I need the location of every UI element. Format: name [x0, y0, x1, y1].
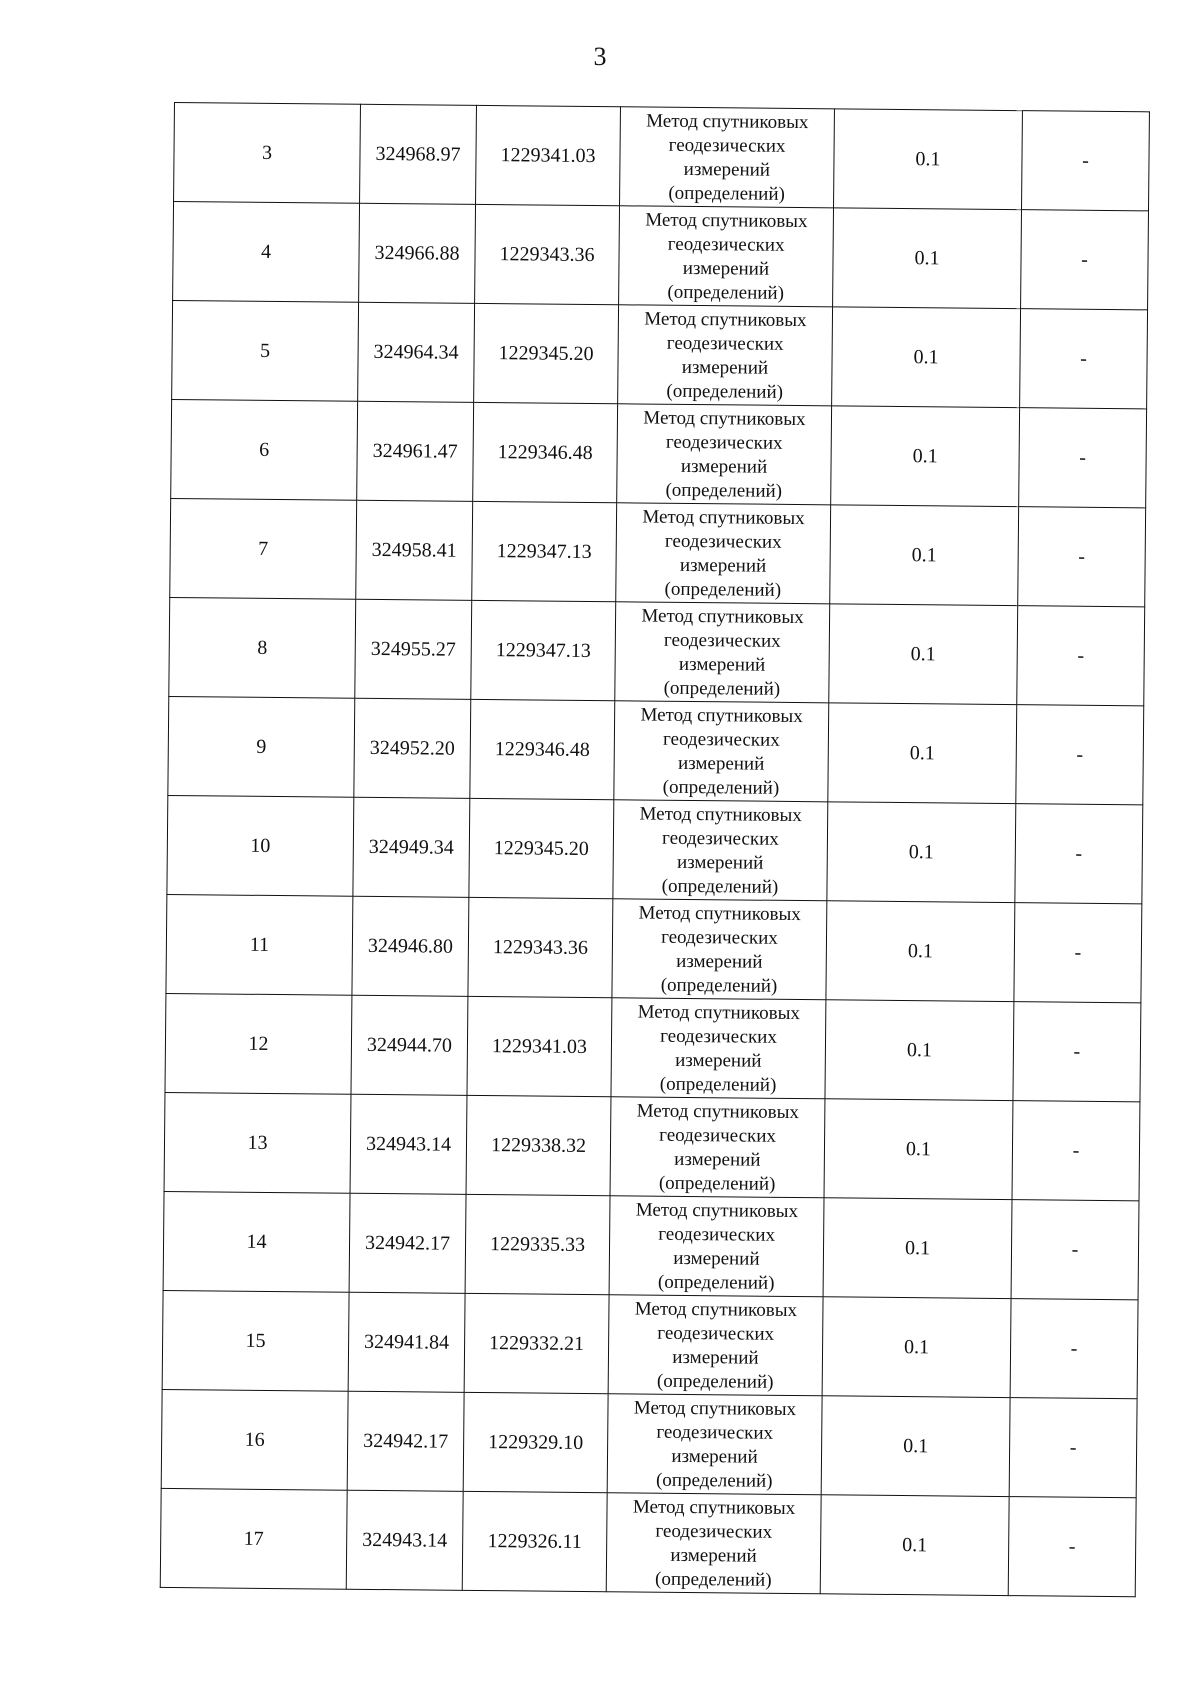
description-cell: - — [1019, 408, 1147, 508]
description-cell: - — [1015, 804, 1143, 904]
method-cell: Метод спутниковых геодезических измерений (определений) — [620, 107, 835, 208]
description-cell: - — [1008, 1497, 1136, 1597]
y-coordinate-cell: 1229345.20 — [469, 798, 614, 898]
accuracy-cell: 0.1 — [831, 406, 1020, 507]
point-number-cell: 12 — [165, 993, 352, 1094]
x-coordinate-cell: 324941.84 — [348, 1292, 465, 1392]
method-cell: Метод спутниковых геодезических измерений (определений) — [615, 602, 830, 703]
point-number-cell: 3 — [174, 103, 361, 204]
point-number-cell: 14 — [163, 1191, 350, 1292]
method-cell: Метод спутниковых геодезических измерений (определений) — [610, 1097, 825, 1198]
point-number-cell: 17 — [160, 1488, 347, 1589]
description-cell: - — [1021, 210, 1149, 310]
y-coordinate-cell: 1229347.13 — [472, 501, 617, 601]
y-coordinate-cell: 1229346.48 — [470, 699, 615, 799]
table-row — [169, 597, 1145, 705]
method-cell: Метод спутниковых геодезических измерений (определений) — [612, 899, 827, 1000]
x-coordinate-cell: 324955.27 — [355, 599, 472, 699]
x-coordinate-cell: 324961.47 — [357, 401, 474, 501]
point-number-cell: 4 — [173, 202, 360, 303]
method-cell: Метод спутниковых геодезических измерений (определений) — [613, 800, 828, 901]
method-cell: Метод спутниковых геодезических измерений (определений) — [609, 1196, 824, 1297]
y-coordinate-cell: 1229341.03 — [476, 105, 621, 205]
description-cell: - — [1018, 507, 1146, 607]
y-coordinate-cell: 1229343.36 — [475, 204, 620, 304]
accuracy-cell: 0.1 — [829, 604, 1018, 705]
accuracy-cell: 0.1 — [825, 1000, 1014, 1101]
table-row — [164, 1092, 1140, 1200]
description-cell: - — [1020, 309, 1148, 409]
accuracy-cell: 0.1 — [823, 1198, 1012, 1299]
description-cell: - — [1014, 903, 1142, 1003]
accuracy-cell: 0.1 — [821, 1396, 1010, 1497]
x-coordinate-cell: 324966.88 — [359, 203, 476, 303]
table-row — [162, 1290, 1138, 1398]
accuracy-cell: 0.1 — [822, 1297, 1011, 1398]
x-coordinate-cell: 324964.34 — [358, 302, 475, 402]
description-cell: - — [1011, 1200, 1139, 1300]
table-row — [165, 993, 1141, 1101]
description-cell: - — [1010, 1299, 1138, 1399]
point-number-cell: 10 — [167, 795, 354, 896]
point-number-cell: 8 — [169, 597, 356, 698]
accuracy-cell: 0.1 — [830, 505, 1019, 606]
x-coordinate-cell: 324952.20 — [354, 698, 471, 798]
description-cell: - — [1017, 606, 1145, 706]
method-cell: Метод спутниковых геодезических измерений (определений) — [619, 206, 834, 307]
y-coordinate-cell: 1229326.11 — [462, 1491, 607, 1591]
x-coordinate-cell: 324968.97 — [360, 104, 477, 204]
accuracy-cell: 0.1 — [824, 1099, 1013, 1200]
point-number-cell: 11 — [166, 894, 353, 995]
description-cell: - — [1013, 1002, 1141, 1102]
table-row — [160, 1488, 1136, 1596]
y-coordinate-cell: 1229347.13 — [471, 600, 616, 700]
point-number-cell: 6 — [171, 399, 358, 500]
table-row — [170, 498, 1146, 606]
method-cell: Метод спутниковых геодезических измерений (определений) — [611, 998, 826, 1099]
y-coordinate-cell: 1229332.21 — [464, 1293, 609, 1393]
x-coordinate-cell: 324949.34 — [353, 797, 470, 897]
page-number: 3 — [593, 42, 607, 71]
method-cell: Метод спутниковых геодезических измерений (определений) — [617, 404, 832, 505]
method-cell: Метод спутниковых геодезических измерений (определений) — [618, 305, 833, 406]
description-cell: - — [1022, 111, 1150, 211]
y-coordinate-cell: 1229335.33 — [465, 1194, 610, 1294]
point-number-cell: 15 — [162, 1290, 349, 1391]
accuracy-cell: 0.1 — [820, 1495, 1009, 1596]
y-coordinate-cell: 1229343.36 — [468, 897, 613, 997]
method-cell: Метод спутниковых геодезических измерений (определений) — [607, 1394, 822, 1495]
accuracy-cell: 0.1 — [826, 901, 1015, 1002]
x-coordinate-cell: 324946.80 — [352, 896, 469, 996]
point-number-cell: 16 — [161, 1389, 348, 1490]
point-number-cell: 13 — [164, 1092, 351, 1193]
accuracy-cell: 0.1 — [834, 109, 1023, 210]
accuracy-cell: 0.1 — [833, 208, 1022, 309]
table-row — [172, 300, 1148, 408]
method-cell: Метод спутниковых геодезических измерений (определений) — [606, 1493, 821, 1594]
x-coordinate-cell: 324942.17 — [349, 1193, 466, 1293]
method-cell: Метод спутниковых геодезических измерений (определений) — [616, 503, 831, 604]
y-coordinate-cell: 1229345.20 — [474, 303, 619, 403]
table-row — [163, 1191, 1139, 1299]
y-coordinate-cell: 1229346.48 — [473, 402, 618, 502]
x-coordinate-cell: 324943.14 — [346, 1490, 463, 1590]
description-cell: - — [1009, 1398, 1137, 1498]
table-row — [168, 696, 1144, 804]
point-number-cell: 9 — [168, 696, 355, 797]
point-number-cell: 5 — [172, 300, 359, 401]
method-cell: Метод спутниковых геодезических измерений (определений) — [614, 701, 829, 802]
x-coordinate-cell: 324958.41 — [356, 500, 473, 600]
x-coordinate-cell: 324943.14 — [350, 1094, 467, 1194]
x-coordinate-cell: 324944.70 — [351, 995, 468, 1095]
point-number-cell: 7 — [170, 498, 357, 599]
table-row — [173, 202, 1149, 310]
table-row — [171, 399, 1147, 507]
table-row — [167, 795, 1143, 903]
x-coordinate-cell: 324942.17 — [347, 1391, 464, 1491]
table-row — [174, 103, 1150, 211]
accuracy-cell: 0.1 — [828, 703, 1017, 804]
table-row — [166, 894, 1142, 1002]
y-coordinate-cell: 1229341.03 — [467, 996, 612, 1096]
method-cell: Метод спутниковых геодезических измерений (определений) — [608, 1295, 823, 1396]
table-row — [161, 1389, 1137, 1497]
coordinates-table — [160, 102, 1150, 1597]
accuracy-cell: 0.1 — [832, 307, 1021, 408]
y-coordinate-cell: 1229329.10 — [463, 1392, 608, 1492]
description-cell: - — [1016, 705, 1144, 805]
description-cell: - — [1012, 1101, 1140, 1201]
accuracy-cell: 0.1 — [827, 802, 1016, 903]
y-coordinate-cell: 1229338.32 — [466, 1095, 611, 1195]
